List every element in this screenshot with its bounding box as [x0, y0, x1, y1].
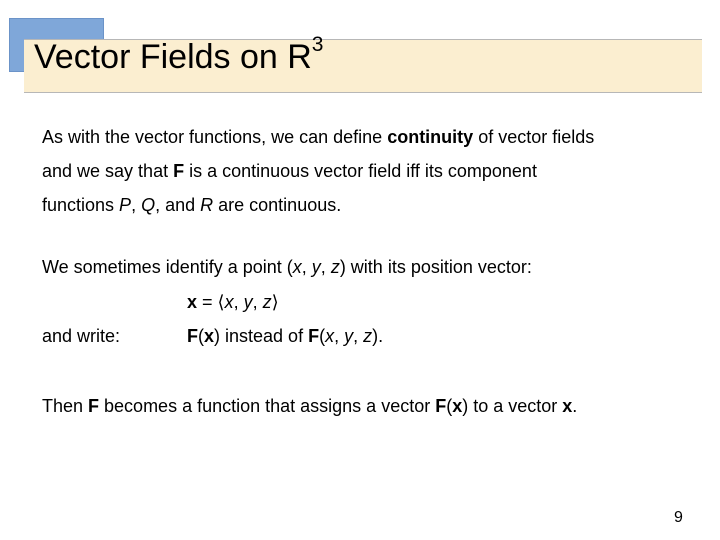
- angle-bracket-open: ⟨: [217, 292, 225, 312]
- text-run: ,: [131, 195, 142, 215]
- italic-symbol-r: R: [200, 195, 214, 215]
- slide-title-superscript: 3: [311, 33, 324, 56]
- text-run: (: [446, 396, 453, 416]
- text-run: ): [462, 396, 469, 416]
- text-run: and we say that: [42, 161, 174, 181]
- text-run: We sometimes identify a point (: [42, 257, 293, 277]
- bold-symbol-x: x: [562, 396, 573, 416]
- italic-symbol-z: z: [330, 257, 340, 277]
- slide-title: [34, 33, 324, 76]
- italic-symbol-x: x: [224, 292, 234, 312]
- italic-symbol-q: Q: [141, 195, 156, 215]
- paragraph-continuity: [42, 120, 682, 222]
- italic-symbol-x: x: [325, 326, 335, 346]
- formula-label: and write:: [42, 326, 121, 346]
- text-run: are continuous.: [213, 195, 342, 215]
- text-run: , and: [155, 195, 201, 215]
- italic-symbol-x: x: [292, 257, 302, 277]
- text-run: ,: [233, 292, 244, 312]
- text-run: ,: [252, 292, 263, 312]
- text-run: ).: [372, 326, 384, 346]
- text-run: is a continuous vector field iff its component: [184, 161, 537, 181]
- bold-symbol-f: F: [173, 161, 185, 181]
- text-run: ) with its position vector:: [339, 257, 532, 277]
- slide-title-main: Vector Fields on R: [34, 38, 312, 76]
- text-run: of vector fields: [473, 127, 595, 147]
- page-number: 9: [674, 509, 683, 526]
- italic-symbol-y: y: [243, 292, 253, 312]
- bold-symbol-f: F: [187, 326, 198, 346]
- paragraph-line: [42, 154, 682, 188]
- bold-symbol-f: F: [308, 326, 320, 346]
- text-run: functions: [42, 195, 120, 215]
- text-run: ,: [334, 326, 345, 346]
- text-run: =: [197, 292, 218, 312]
- formula-notation: [187, 319, 720, 353]
- text-run: becomes a function that assigns a vector: [99, 396, 436, 416]
- text-run: ,: [301, 257, 312, 277]
- text-run: (: [198, 326, 204, 346]
- text-run: to a vector: [468, 396, 563, 416]
- text-run: ): [214, 326, 221, 346]
- bold-symbol-f: F: [88, 396, 100, 416]
- italic-symbol-z: z: [262, 292, 272, 312]
- paragraph-function-definition: [42, 389, 682, 423]
- italic-symbol-p: P: [119, 195, 132, 215]
- bold-symbol-x: x: [452, 396, 463, 416]
- text-run: ,: [353, 326, 364, 346]
- italic-symbol-y: y: [344, 326, 354, 346]
- italic-symbol-y: y: [311, 257, 321, 277]
- bold-symbol-f: F: [435, 396, 447, 416]
- angle-bracket-close: ⟩: [271, 292, 279, 312]
- text-run: (: [319, 326, 326, 346]
- bold-symbol-x: x: [204, 326, 215, 346]
- text-run: instead of: [220, 326, 309, 346]
- formula-position-vector: [187, 285, 720, 319]
- paragraph-line: [42, 188, 682, 222]
- text-run: ,: [320, 257, 331, 277]
- italic-symbol-z: z: [363, 326, 373, 346]
- bold-symbol-x: x: [187, 292, 198, 312]
- paragraph-position-vector: [42, 250, 682, 284]
- text-run: Then: [42, 396, 89, 416]
- bold-term: continuity: [387, 127, 474, 147]
- text-run: As with the vector functions, we can define: [42, 127, 388, 147]
- text-run: .: [572, 396, 578, 416]
- paragraph-line: [42, 120, 682, 154]
